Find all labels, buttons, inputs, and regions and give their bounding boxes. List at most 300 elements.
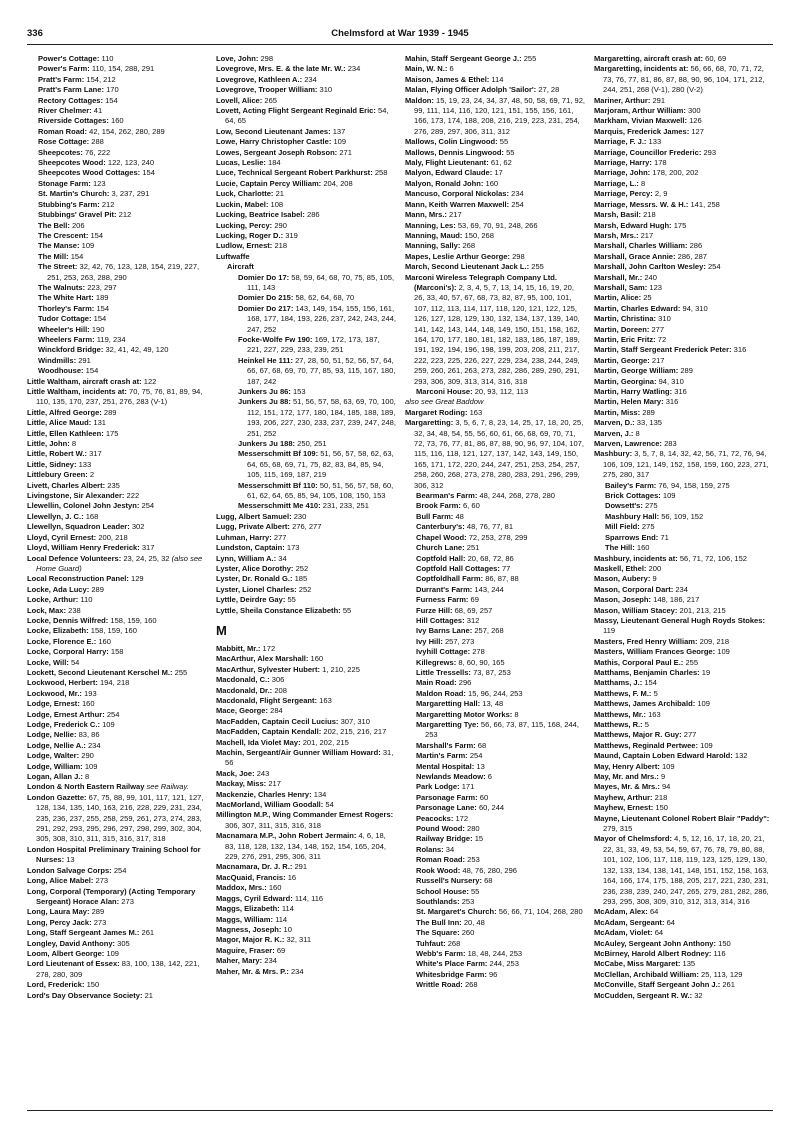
entry-heading: Lynn, William A.: <box>216 553 277 563</box>
entry-pages: 61, 62 <box>490 158 512 168</box>
entry-pages: 290 <box>274 220 287 230</box>
index-entry <box>594 834 774 907</box>
entry-pages: 83, 100, 138, 142, 221, 278, 280, 309 <box>36 959 200 979</box>
entry-pages: 154 <box>96 303 110 313</box>
entry-heading: Matthews, Mr.: <box>594 709 646 719</box>
entry-pages: 170 <box>106 85 119 95</box>
entry-heading: London Hospital Preliminary Training School for Nurses: <box>27 844 201 865</box>
index-entry <box>216 883 396 893</box>
index-entry <box>594 949 774 959</box>
entry-heading: The Square: <box>416 928 460 938</box>
entry-pages: 178, 200, 202 <box>652 168 699 178</box>
entry-heading: Martin's Farm: <box>416 751 468 761</box>
entry-pages: 306 <box>271 675 285 685</box>
index-entry <box>238 387 396 397</box>
entry-pages: 94, 310 <box>682 303 708 313</box>
index-entry <box>216 85 396 95</box>
entry-pages: 94, 310 <box>658 376 684 386</box>
entry-heading: Marven, J.: <box>594 428 634 438</box>
entry-heading: Lovegrove, Trooper William: <box>216 85 318 95</box>
entry-heading: Martin, Alice: <box>594 293 642 303</box>
entry-pages: 109 <box>661 761 675 771</box>
entry-heading: Maggs, Cyril Edward: <box>216 893 293 903</box>
entry-heading: Locke, Florence E.: <box>27 636 97 646</box>
entry-pages: 172 <box>262 643 276 653</box>
entry-pages: 58, 59, 64, 68, 70, 75, 85, 105, 111, 143 <box>247 272 395 292</box>
entry-pages: 55 <box>506 147 515 157</box>
entry-pages: 69 <box>470 595 479 605</box>
entry-pages: 204, 208 <box>323 178 353 188</box>
entry-heading: Matthews, James Archibald: <box>594 699 696 709</box>
index-entry <box>238 481 396 502</box>
entry-heading: Rolans: <box>416 844 444 854</box>
index-entry <box>416 793 585 803</box>
entry-pages: 110 <box>101 54 114 63</box>
index-entry <box>216 956 396 966</box>
entry-pages: 273 <box>95 876 109 886</box>
entry-heading: Livingstone, Sir Alexander: <box>27 491 125 501</box>
index-entry <box>594 168 774 178</box>
entry-heading: Locke, Corporal Harry: <box>27 647 109 657</box>
index-entry <box>216 554 396 564</box>
index-column-2 <box>216 54 396 977</box>
entry-heading: Heinkel He 111: <box>238 355 293 365</box>
index-entry <box>38 293 207 303</box>
index-entry <box>594 803 774 813</box>
index-entry <box>594 241 774 251</box>
entry-pages: 54, 64, 65 <box>225 106 389 126</box>
entry-heading: Durrant's Farm: <box>416 584 473 594</box>
entry-heading: Lucking, Beatrice Isabel: <box>216 210 305 220</box>
entry-heading: The Walnuts: <box>38 282 86 292</box>
entry-heading: Marriage, F. J.: <box>594 137 647 147</box>
entry-heading: Killegrews: <box>416 657 457 667</box>
entry-pages: 298 <box>512 251 525 261</box>
entry-heading: Long, Alice Mabel: <box>27 876 94 886</box>
entry-pages: 6, 60 <box>462 501 480 511</box>
entry-heading: Lock, Max: <box>27 605 67 615</box>
entry-pages: 273 <box>121 896 134 906</box>
index-entry <box>216 137 396 147</box>
entry-pages: 83, 86 <box>78 730 100 740</box>
entry-pages: 169, 172, 173, 187, 221, 227, 229, 233, 239, 251 <box>247 334 380 355</box>
entry-heading: May, Mr. and Mrs.: <box>594 772 659 782</box>
index-entry <box>594 918 774 928</box>
entry-pages: 2, 9 <box>654 189 668 199</box>
entry-heading: Little Tressells: <box>416 667 471 677</box>
index-entry <box>416 824 585 834</box>
entry-pages: 109 <box>333 137 347 147</box>
entry-pages: 298 <box>260 54 274 63</box>
index-entry <box>216 221 396 231</box>
entry-pages: 279, 315 <box>603 824 633 834</box>
entry-heading: Locke, Elizabeth: <box>27 626 89 636</box>
entry-heading: Rectory Cottages: <box>38 95 103 105</box>
entry-heading: Love, John: <box>216 54 259 63</box>
entry-heading: Mayhew, Ernest: <box>594 803 654 813</box>
entry-pages: 56, 66, 73, 87, 115, 168, 244, 253 <box>425 720 579 740</box>
entry-pages: 253 <box>461 896 475 906</box>
index-entry <box>416 939 585 949</box>
entry-pages: 135 <box>682 959 696 969</box>
index-entry <box>38 231 207 241</box>
entry-heading: McConville, Staff Sergeant John J.: <box>594 980 721 990</box>
index-entry <box>594 377 774 387</box>
entry-pages: 4, 6, 18, 83, 118, 128, 132, 134, 148, 152, 154, 165, 204, 229, 276, 291, 295, 306, 311 <box>225 831 386 862</box>
index-entry <box>216 696 396 706</box>
entry-heading: Margaretting, aircraft crash at: <box>594 54 704 63</box>
index-entry <box>216 252 396 262</box>
index-entry <box>27 730 207 740</box>
index-entry <box>594 574 774 584</box>
index-entry <box>416 554 585 564</box>
entry-pages: 217 <box>640 230 654 240</box>
index-entry <box>216 935 396 945</box>
entry-heading: Mace, George: <box>216 706 269 716</box>
entry-heading: Matthams, J.: <box>594 678 643 688</box>
entry-pages: 284 <box>270 706 283 716</box>
entry-pages: 300 <box>688 106 701 116</box>
entry-heading: Martin, Helen Mary: <box>594 397 664 407</box>
index-entry <box>216 790 396 800</box>
entry-pages: 5 <box>644 720 649 729</box>
entry-pages: 64 <box>666 917 675 927</box>
entry-heading: Marquis, Frederick James: <box>594 126 690 136</box>
entry-heading: Mashbury: <box>594 449 633 459</box>
index-entry <box>27 887 207 908</box>
index-entry <box>38 137 207 147</box>
entry-pages: 193 <box>84 688 97 698</box>
index-entry <box>594 637 774 647</box>
entry-pages: 310 <box>658 314 671 324</box>
entry-heading: Macdonald, C.: <box>216 675 270 685</box>
index-entry <box>27 658 207 668</box>
entry-pages: 33, 135 <box>636 418 662 428</box>
entry-heading: Martin, Harry Watling: <box>594 387 673 396</box>
index-entry <box>38 64 207 74</box>
entry-pages: 108 <box>270 199 284 209</box>
entry-pages: 312 <box>466 615 480 625</box>
index-entry <box>416 668 585 678</box>
entry-heading: Luce, Technical Sergeant Robert Parkhurst: <box>216 168 373 178</box>
index-entry <box>38 116 207 126</box>
entry-pages: 13 <box>476 761 485 771</box>
entry-pages: 218 <box>643 210 656 220</box>
entry-pages: 17 <box>494 168 503 178</box>
entry-heading: McAdam, Sergeant: <box>594 917 665 927</box>
index-entry <box>27 720 207 730</box>
entry-heading: Maddox, Mrs.: <box>216 883 267 893</box>
entry-heading: Lodge, Nellie A.: <box>27 740 86 750</box>
entry-pages: 8 <box>514 709 519 719</box>
entry-heading: Macnamara, Dr. J. R.: <box>216 862 293 872</box>
entry-heading: Local Reconstruction Panel: <box>27 574 129 584</box>
entry-heading: Mallows, Colin Lingwood: <box>405 137 498 147</box>
entry-pages: 317 <box>141 543 155 553</box>
index-entry <box>416 762 585 772</box>
entry-pages: 255 <box>685 657 699 667</box>
entry-pages: 291 <box>652 95 666 105</box>
entry-pages: 60, 69 <box>705 54 727 63</box>
entry-pages: 54 <box>70 657 80 667</box>
entry-heading: Marshall, Grace Annie: <box>594 251 676 261</box>
entry-heading: Power's Cottage: <box>38 54 100 63</box>
index-entry <box>216 727 396 737</box>
entry-heading: Little, Robert W.: <box>27 449 87 459</box>
entry-heading: Martin, Georgina: <box>594 376 657 386</box>
index-entry <box>27 574 207 584</box>
entry-pages: 5 <box>653 688 658 698</box>
entry-heading: Lord, Frederick: <box>27 980 85 990</box>
entry-heading: Sheepcotes: <box>38 147 83 157</box>
index-entry <box>27 876 207 886</box>
entry-pages: 150, 268 <box>464 230 494 240</box>
entry-heading: Little, Ellen Kathleen: <box>27 428 104 438</box>
entry-pages: 175 <box>673 220 687 230</box>
entry-pages: 48 <box>455 511 464 521</box>
entry-heading: Mental Hospital: <box>416 761 475 771</box>
index-entry <box>416 980 585 990</box>
entry-heading: Messerschmitt Bf 109: <box>238 449 319 459</box>
entry-heading: Tudor Cottage: <box>38 314 92 324</box>
entry-heading: Church Lane: <box>416 543 465 553</box>
index-entry <box>238 439 396 449</box>
entry-pages: 260 <box>461 928 475 938</box>
entry-pages: 289 <box>642 407 655 417</box>
entry-heading: McCabe, Miss Margaret: <box>594 959 681 969</box>
entry-heading: Local Defence Volunteers: <box>27 553 122 563</box>
entry-pages: 48, 76, 77, 81 <box>466 522 514 532</box>
entry-heading: Lyster, Lionel Charles: <box>216 584 297 594</box>
index-entry <box>416 772 585 782</box>
index-entry <box>594 262 774 272</box>
entry-pages: 8 <box>635 428 640 438</box>
index-entry <box>416 616 585 626</box>
entry-heading: Pratt's Farm Lane: <box>38 85 104 95</box>
entry-heading: Marriage, Percy: <box>594 189 653 199</box>
entry-heading: Llewellyn, Squadron Leader: <box>27 522 130 532</box>
entry-heading: Millington M.P., Wing Commander Ernest Rogers: <box>216 810 394 820</box>
index-entry <box>27 512 207 522</box>
entry-heading: McAuley, Sergeant John Anthony: <box>594 938 717 948</box>
entry-pages: 234 <box>87 740 101 750</box>
index-entry <box>38 241 207 251</box>
entry-pages: 253 <box>467 855 480 865</box>
entry-heading: Luckin, Mabel: <box>216 199 269 209</box>
entry-heading: Martin, Miss: <box>594 407 641 417</box>
entry-pages: 254 <box>511 199 524 209</box>
entry-pages: 293 <box>703 147 717 157</box>
entry-pages: 122 <box>143 376 157 386</box>
entry-pages: 23, 24, 25, 32 <box>123 553 170 563</box>
index-entry <box>594 283 774 293</box>
entry-pages: 154 <box>85 366 99 376</box>
entry-heading: Mackay, Miss: <box>216 779 267 789</box>
entry-heading: Marsh, Basil: <box>594 210 641 220</box>
index-entry <box>605 501 774 511</box>
entry-heading: Lodge, Frederick C.: <box>27 720 100 729</box>
index-entry <box>594 137 774 147</box>
index-entry <box>38 314 207 324</box>
index-entry <box>38 75 207 85</box>
entry-heading: The Hill: <box>605 543 635 553</box>
entry-heading: Mallows, Dennis Lingwood: <box>405 147 504 157</box>
entry-heading: Longley, David Anthony: <box>27 938 116 948</box>
entry-heading: Marshall, John Carlton Wesley: <box>594 262 706 272</box>
index-entry <box>27 616 207 626</box>
index-entry <box>416 751 585 761</box>
entry-pages: 243 <box>256 768 270 778</box>
entry-pages: 160 <box>485 178 499 188</box>
entry-cross-reference: see Railway. <box>146 782 189 792</box>
entry-pages: 6 <box>487 772 492 782</box>
entry-pages: 209, 218 <box>699 636 730 646</box>
entry-heading: Bearman's Farm: <box>416 491 478 501</box>
entry-heading: Martin, George William: <box>594 366 679 376</box>
index-entry <box>216 967 396 977</box>
entry-heading: Power's Farm: <box>38 64 90 74</box>
index-entry <box>216 779 396 789</box>
entry-pages: 316 <box>733 345 747 355</box>
index-entry <box>594 397 774 407</box>
index-entry <box>594 366 774 376</box>
index-entry <box>38 85 207 95</box>
entry-heading: McCudden, Sergeant R. W.: <box>594 990 693 1000</box>
entry-pages: 20, 68, 72, 86 <box>467 553 514 563</box>
entry-pages: 18, 48, 244, 253 <box>467 948 523 958</box>
entry-heading: Ivy Barns Lane: <box>416 626 473 636</box>
entry-pages: 206 <box>71 220 85 230</box>
index-entry <box>38 252 207 262</box>
entry-pages: 173 <box>286 543 300 553</box>
entry-pages: 3, 237, 291 <box>111 189 150 199</box>
entry-heading: Sheepcotes Wood: <box>38 158 106 168</box>
index-entry <box>416 647 585 657</box>
index-entry <box>405 137 585 147</box>
entry-heading: Manning, Les: <box>405 220 456 230</box>
entry-pages: 13, 48 <box>482 699 504 709</box>
entry-heading: May, Henry Albert: <box>594 761 660 771</box>
entry-pages: 143, 244 <box>474 584 504 594</box>
entry-heading: MacArthur, Alex Marshall: <box>216 654 309 664</box>
entry-pages: 268 <box>462 241 476 251</box>
index-entry <box>416 491 585 501</box>
index-entry <box>27 741 207 751</box>
entry-pages: 32 <box>694 990 703 1000</box>
index-entry <box>405 210 585 220</box>
index-entry <box>238 293 396 303</box>
entry-heading: Lovegrove, Mrs. E. & the late Mr. W.: <box>216 64 346 74</box>
entry-pages: 238 <box>68 605 81 615</box>
index-entry <box>238 356 396 387</box>
entry-pages: 255 <box>174 667 188 677</box>
entry-pages: 307, 310 <box>340 716 370 726</box>
page-header <box>27 26 773 45</box>
index-entry <box>27 439 207 449</box>
entry-heading: Mancuso, Corporal Nickolas: <box>405 189 510 199</box>
entry-pages: 254 <box>106 709 120 719</box>
entry-heading: Coptfold Hall: <box>416 553 466 563</box>
entry-pages: 217 <box>449 210 462 220</box>
index-entry <box>594 647 774 657</box>
entry-pages: 286 <box>689 241 703 251</box>
index-entry <box>38 189 207 199</box>
index-entry <box>594 782 774 792</box>
entry-heading: Locke, Arthur: <box>27 595 79 605</box>
entry-heading: Marriage, Messrs. W. & H.: <box>594 199 689 209</box>
entry-pages: 122, 123, 240 <box>107 158 155 168</box>
entry-pages: 21 <box>144 990 153 1000</box>
index-entry <box>594 148 774 158</box>
index-entry <box>594 814 774 835</box>
index-entry <box>216 189 396 199</box>
entry-heading: Chapel Wood: <box>416 532 467 542</box>
entry-heading: Locke, Ada Lucy: <box>27 584 90 594</box>
entry-pages: 252 <box>298 584 312 594</box>
entry-pages: 202, 215, 216, 217 <box>323 727 387 737</box>
entry-heading: McAdam, Violet: <box>594 928 653 938</box>
entry-pages: 275 <box>644 501 658 511</box>
index-entry <box>416 658 585 668</box>
index-entry <box>216 748 396 769</box>
index-entry <box>27 626 207 636</box>
entry-heading: Magor, Major R. K.: <box>216 935 285 945</box>
entry-pages: 319 <box>285 230 298 240</box>
index-entry <box>594 689 774 699</box>
entry-pages: 15, 96, 244, 253 <box>468 688 523 698</box>
entry-pages: 200 <box>648 563 662 573</box>
entry-pages: 305 <box>117 938 130 948</box>
entry-heading: Martin, Eric Fritz: <box>594 334 656 344</box>
entry-pages: 288 <box>91 137 104 147</box>
entry-pages: 94 <box>661 782 671 792</box>
entry-heading: Mayne, Lieutenant Colonel Robert Blair "Paddy": <box>594 813 770 823</box>
entry-pages: 126 <box>689 116 702 126</box>
entry-heading: Loom, Albert George: <box>27 948 105 958</box>
index-entry <box>38 283 207 293</box>
index-entry <box>416 720 585 741</box>
entry-heading: Matthews, Reginald Pertwee: <box>594 740 699 750</box>
entry-heading: Lodge, Walter: <box>27 751 80 761</box>
entry-pages: 148, 186, 217 <box>653 595 700 605</box>
entry-pages: 20, 48 <box>463 917 485 927</box>
entry-pages: 16 <box>287 872 297 882</box>
entry-heading: Mabbitt, Mr.: <box>216 643 261 653</box>
index-entry <box>405 85 585 95</box>
index-entry <box>38 168 207 178</box>
index-entry <box>594 418 774 428</box>
index-entry <box>38 356 207 366</box>
entry-pages: 261 <box>722 980 735 990</box>
entry-pages: 64 <box>649 907 659 917</box>
entry-heading: Maison, James & Ethel: <box>405 74 490 84</box>
entry-pages: 254 <box>113 865 127 875</box>
entry-pages: 289 <box>91 907 105 917</box>
index-entry <box>594 356 774 366</box>
index-entry <box>38 210 207 220</box>
index-entry <box>594 668 774 678</box>
index-entry <box>405 418 585 491</box>
entry-heading: Sheepcotes Wood Cottages: <box>38 168 141 178</box>
entry-pages: 60 <box>479 792 489 802</box>
index-entry <box>216 644 396 654</box>
index-entry <box>594 54 774 64</box>
entry-heading: Russell's Nursery: <box>416 876 482 886</box>
index-entry <box>238 397 396 439</box>
entry-heading: McBirney, Harold Albert Rodney: <box>594 948 712 958</box>
entry-heading: Roman Road: <box>416 855 466 865</box>
entry-pages: 9 <box>660 772 666 782</box>
